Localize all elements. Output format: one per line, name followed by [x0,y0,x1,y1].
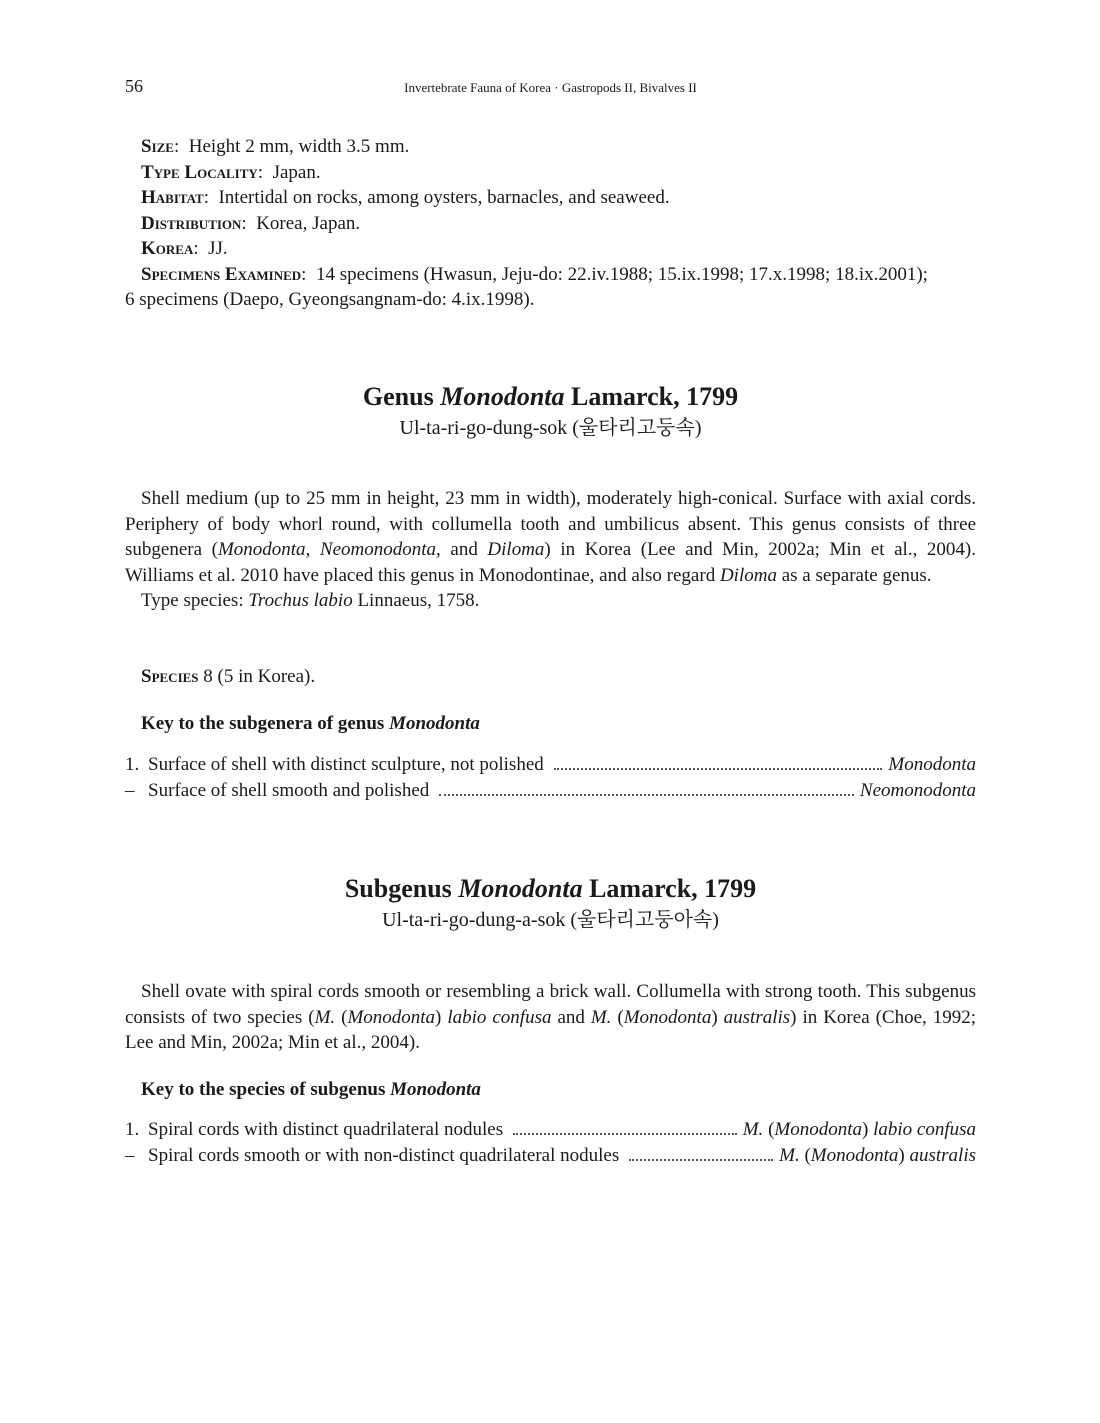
distribution-text: Korea, Japan. [256,212,361,234]
habitat-line: Habitat: Intertidal on rocks, among oysters, barnacles, and seaweed. [141,187,670,208]
distribution-line: Distribution: Korea, Japan. [141,212,361,234]
key-result-name: labio confusa [873,1119,976,1140]
genus-prefix: Genus [362,382,434,411]
subgenus-heading [125,872,976,934]
type-species-author: Linnaeus, 1758. [352,590,480,611]
specimens-text-2: 6 specimens (Daepo, Gyeongsangnam-do: 4.ix.1998). [125,289,535,310]
key-number: 1. [125,754,140,775]
key-row [125,752,976,778]
korea-text: JJ. [208,238,228,259]
size-label: Size [141,136,174,157]
species-details [125,134,976,313]
sp2-genus: M. [590,1006,612,1028]
key-text: Spiral cords smooth or with non-distinct quadrilateral nodules [148,1144,620,1166]
genus-sep-1: , [305,539,320,560]
subgenus-description [125,979,976,1056]
genus-key [125,752,976,803]
key-result: Monodonta [888,754,976,775]
genus-sep-2: , and [436,539,488,560]
key-row [125,1143,976,1169]
key-result-genus: M. [742,1119,764,1140]
key-text: Surface of shell with distinct sculpture, not polished [148,754,544,775]
species-label: Species [141,666,199,687]
size-line: Size: Height 2 mm, width 3.5 mm. [141,136,410,157]
subgenus-desc-2: ) in Korea (Choe, 1992; Lee and Min, 2002a; Min et al., 2004). [125,1006,977,1053]
key-row [125,1117,976,1143]
page-number: 56 [125,76,143,96]
genus-korean-name: Ul-ta-ri-go-dung-sok (울타리고둥속) [399,417,702,439]
species-count: 8 (5 in Korea). [203,666,316,687]
key-row [125,778,976,804]
dot-leader [629,1159,773,1161]
key-number: – [125,779,135,801]
subgenus-key-title-text: Key to the species of subgenus [141,1079,391,1100]
genus-name: Monodonta [440,382,565,411]
species-count-line [125,664,976,690]
korea-line: Korea: JJ. [141,238,228,259]
key-text: Spiral cords with distinct quadrilateral nodules [148,1119,504,1140]
distribution-label: Distribution [141,212,242,234]
journal-title: Invertebrate Fauna of Korea · Gastropods II, Bivalves II [404,80,697,95]
genus-author: Lamarck, 1799 [571,382,739,411]
key-number: – [125,1144,135,1166]
habitat-label: Habitat [141,187,204,208]
genus-description [125,486,976,614]
key-number: 1. [125,1119,140,1140]
dot-leader [513,1133,737,1135]
genus-desc-1: Shell medium (up to 25 mm in height, 23 mm in width), moderately high-conical. Surface with axial cords. Periphery of body whorl round, with collumella tooth and umbilicus absent. This genus consists of three subgenera ( [125,488,976,560]
type-locality-line: Type Locality: Japan. [141,161,321,183]
sp1-genus: M. [314,1006,336,1028]
sp2-subgenus: Monodonta [623,1006,712,1028]
korea-label: Korea [141,238,194,259]
genus-heading [125,380,976,442]
key-result: M. (Monodonta) labio confusa [742,1119,976,1140]
subgenus-b: Neomonodonta [319,539,437,560]
genus-title [125,380,976,414]
habitat-text: Intertidal on rocks, among oysters, barnacles, and seaweed. [218,187,670,208]
subgenus-prefix: Subgenus [344,874,452,903]
genus-key-title-taxon: Monodonta [389,713,480,734]
sp1-name: labio confusa [447,1006,552,1028]
subgenus-paragraph: Shell ovate with spiral cords smooth or resembling a brick wall. Collumella with strong tooth. This subgenus consists of two species (M. (Monodonta) labio confusa and M. (Monodonta) australis) in Korea (Choe, 1992; Lee and Min, 2002a; Min et al., 2004). [125,981,977,1053]
type-locality-label: Type Locality [141,161,258,183]
subgenus-a: Monodonta [217,539,306,560]
subgenus-key [125,1117,976,1168]
key-text: Surface of shell smooth and polished [148,779,430,801]
dot-leader [439,794,854,796]
genus-key-title [125,711,976,737]
genus-desc-2: ) in Korea (Lee and Min, 2002a; Min et al., 2004). Williams et al. 2010 have placed this genus in Monodontinae, and also regard [125,539,976,586]
specimens-line-2 [125,287,976,313]
specimens-line: Specimens Examined: 14 specimens (Hwasun, Jeju-do: 22.iv.1988; 15.ix.1998; 17.x.1998; 18.ix.2001); [141,263,928,285]
specimens-label: Specimens Examined [141,263,302,285]
subgenus-key-title [125,1077,976,1103]
type-species-label: Type species: [141,590,249,611]
key-result-genus: M. [779,1144,800,1166]
running-head [125,76,976,100]
specimens-text-1: 14 specimens (Hwasun, Jeju-do: 22.iv.1988; 15.ix.1998; 17.x.1998; 18.ix.2001); [315,263,928,285]
subgenus-c: Diloma [487,539,545,560]
key-result: M. (Monodonta) australis [779,1144,976,1166]
subgenus-mid: and [551,1006,591,1028]
genus-diloma: Diloma [719,564,777,586]
genus-desc-3: as a separate genus. [776,564,932,586]
key-result-subgenus: Monodonta [810,1144,899,1166]
type-locality-text: Japan. [272,161,321,183]
genus-key-title-text: Key to the subgenera of genus [141,713,390,734]
subgenus-key-title-taxon: Monodonta [390,1079,481,1100]
subgenus-desc-1: Shell ovate with spiral cords smooth or resembling a brick wall. Collumella with strong tooth. This subgenus consists of two species ( [125,981,976,1028]
subgenus-title [125,872,976,906]
key-result-name: australis [909,1144,976,1166]
key-result-subgenus: Monodonta [774,1119,862,1140]
key-result: Neomonodonta [859,779,976,801]
type-species-name: Trochus labio [248,590,353,611]
sp2-name: australis [723,1006,791,1028]
type-species-line [125,588,976,614]
size-text: Height 2 mm, width 3.5 mm. [188,136,410,157]
subgenus-korean-name: Ul-ta-ri-go-dung-a-sok (울타리고둥아속) [382,909,719,931]
sp1-subgenus: Monodonta [347,1006,436,1028]
genus-paragraph [125,486,976,588]
subgenus-name: Monodonta [458,874,583,903]
dot-leader [554,768,883,770]
subgenus-author: Lamarck, 1799 [589,874,757,903]
